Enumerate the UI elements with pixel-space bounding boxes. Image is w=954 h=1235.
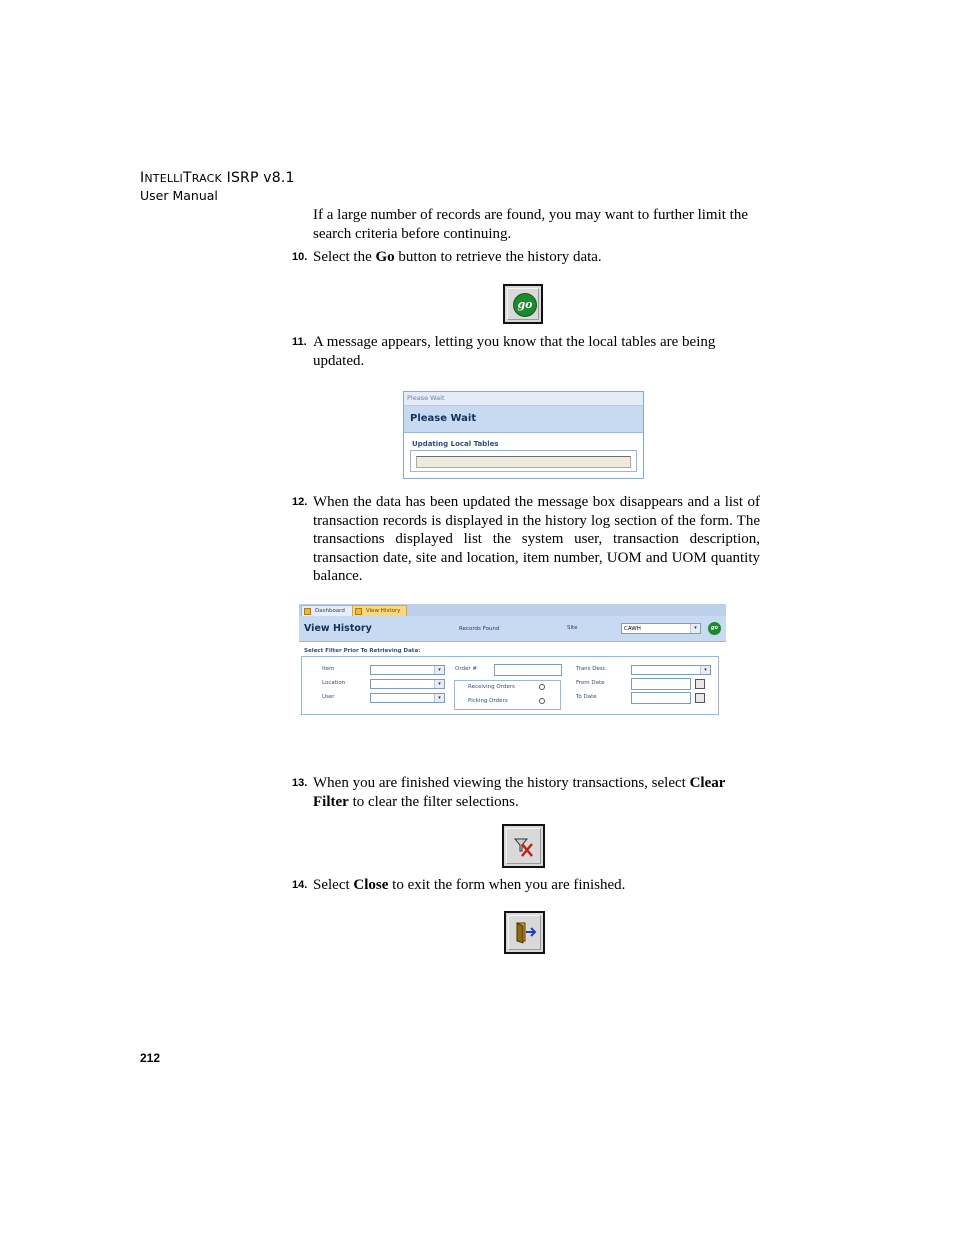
step-number: 12.	[292, 496, 308, 508]
user-select[interactable]	[370, 693, 445, 703]
chevron-down-icon[interactable]: ▾	[690, 624, 700, 633]
running-subtitle: User Manual	[140, 188, 218, 203]
trans-desc-label: Trans Desc	[576, 666, 606, 672]
filter-heading: Select Filter Prior To Retrieving Data:	[304, 648, 421, 654]
order-type-group	[454, 680, 561, 710]
tab-view-history[interactable]: View History	[352, 605, 407, 617]
from-date-input[interactable]	[631, 678, 691, 690]
clear-filter-icon	[512, 835, 536, 859]
chevron-down-icon[interactable]: ▾	[434, 666, 444, 674]
form-header	[299, 616, 726, 642]
calendar-icon[interactable]	[695, 679, 705, 689]
form-icon	[304, 608, 311, 615]
dialog-subtitle: Updating Local Tables	[412, 440, 499, 448]
progress-frame	[410, 450, 637, 472]
step-text: When you are finished viewing the history transactions, select Clear Filter to clear the filter selections.	[313, 775, 726, 810]
go-icon: go	[513, 293, 537, 317]
please-wait-dialog	[403, 391, 644, 479]
step-text: When the data has been updated the message box disappears and a list of transaction records is displayed in the history log section of the form. The transactions displayed list the system user, transaction description, transaction date, site and location, item number, UOM and UOM quantity balance.	[313, 494, 760, 585]
step-number: 13.	[292, 777, 308, 789]
form-icon	[355, 608, 362, 615]
brand-letter: T	[182, 170, 192, 186]
step-text: Select the Go button to retrieve the history data.	[313, 249, 602, 265]
calendar-icon[interactable]	[695, 693, 705, 703]
tab-dashboard[interactable]: Dashboard	[301, 605, 354, 617]
step-number: 10.	[292, 251, 308, 263]
trans-desc-select[interactable]	[631, 665, 711, 675]
picking-orders-label: Picking Orders	[468, 698, 508, 704]
from-date-label: From Date	[576, 680, 605, 686]
brand-letter: I	[140, 170, 145, 186]
receiving-orders-label: Receiving Orders	[468, 684, 515, 690]
exit-door-icon	[514, 921, 538, 945]
view-history-form	[299, 604, 726, 717]
chevron-down-icon[interactable]: ▾	[700, 666, 710, 674]
location-select[interactable]	[370, 679, 445, 689]
go-button-small[interactable]: go	[708, 622, 721, 635]
brand-smallcaps: RACK	[191, 172, 222, 185]
location-label: Location	[322, 680, 346, 686]
step-number: 11.	[292, 336, 307, 348]
brand-smallcaps: NTELLI	[144, 172, 183, 185]
go-button[interactable]	[503, 284, 543, 324]
site-select[interactable]: CAWH ▾	[621, 623, 701, 634]
product-version: ISRP v8.1	[226, 170, 295, 186]
dialog-caption: Please Wait	[404, 392, 643, 405]
tab-strip	[299, 604, 726, 616]
item-select[interactable]	[370, 665, 445, 675]
order-label: Order #	[455, 666, 477, 672]
records-found-label: Records Found	[459, 626, 500, 632]
running-header	[140, 170, 295, 186]
step-text: A message appears, letting you know that the local tables are being updated.	[313, 334, 716, 369]
chevron-down-icon[interactable]: ▾	[434, 694, 444, 702]
chevron-down-icon[interactable]: ▾	[434, 680, 444, 688]
step-text: Select Close to exit the form when you are finished.	[313, 877, 626, 893]
dialog-title: Please Wait	[404, 405, 643, 433]
progress-bar	[416, 456, 631, 468]
to-date-input[interactable]	[631, 692, 691, 704]
clear-filter-button[interactable]	[502, 824, 545, 868]
step-number: 14.	[292, 879, 308, 891]
intro-paragraph: If a large number of records are found, you may want to further limit the search criteria before continuing.	[313, 207, 748, 242]
picking-orders-radio[interactable]	[539, 698, 545, 704]
close-button[interactable]	[504, 911, 545, 954]
user-label: User	[322, 694, 335, 700]
site-label: Site	[567, 625, 578, 631]
page-number: 212	[140, 1051, 161, 1065]
receiving-orders-radio[interactable]	[539, 684, 545, 690]
item-label: Item	[322, 666, 335, 672]
to-date-label: To Date	[576, 694, 597, 700]
order-input[interactable]	[494, 664, 562, 676]
form-title: View History	[304, 623, 372, 634]
